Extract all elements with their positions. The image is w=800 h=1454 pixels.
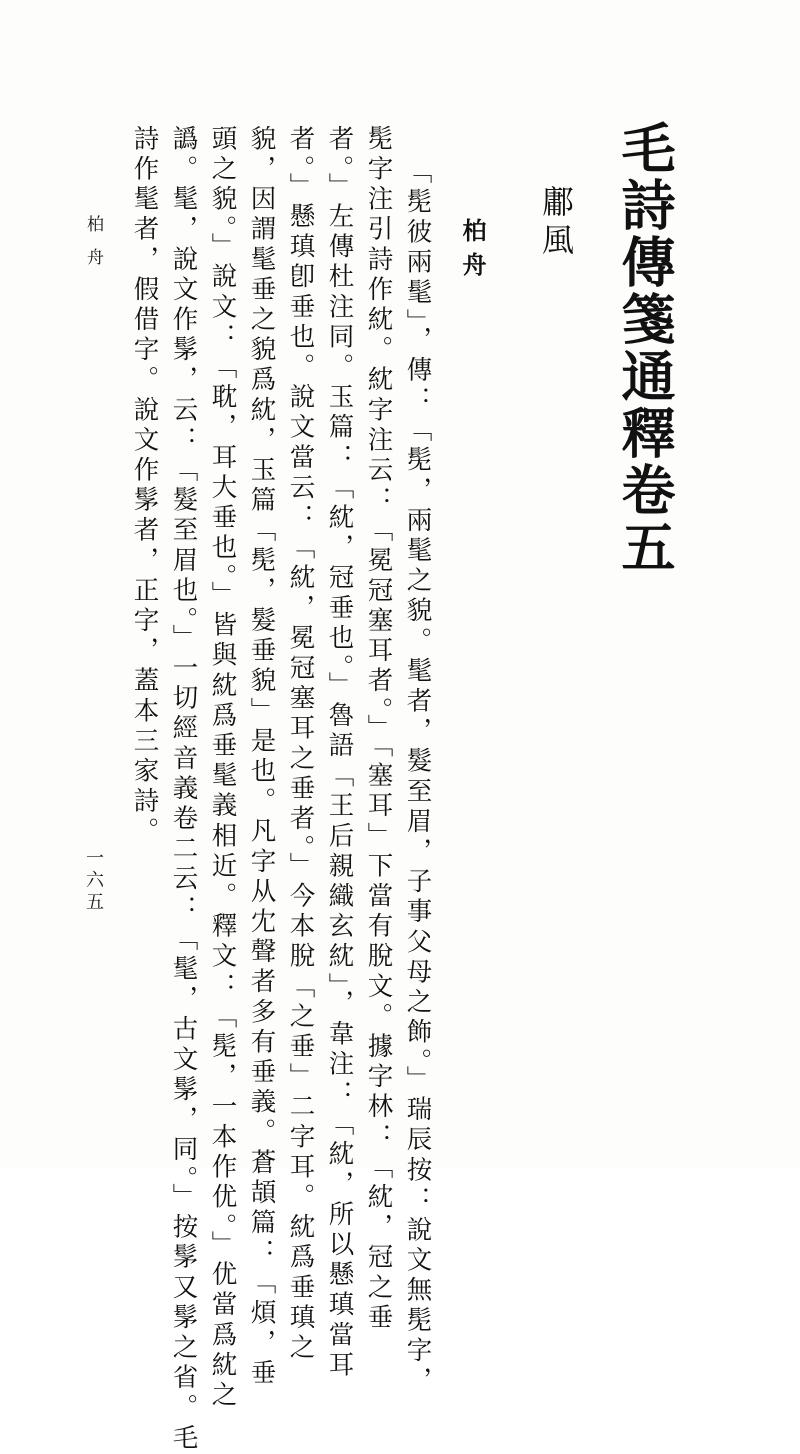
page-number: 一六五 — [83, 848, 104, 914]
text-column-8: 詩作髦者，假借字。說文作髳者，正字，蓋本三家詩。 — [129, 125, 160, 848]
text-column-6: 頭之貌。」說文：「耽，耳大垂也。」皆與紞爲垂髦義相近。釋文：「髧，一本作优。」优當爲紞之 — [207, 125, 238, 1412]
section-heading: 鄘風 — [537, 185, 575, 261]
volume-title: 毛詩傳箋通釋卷五 — [613, 120, 677, 576]
text-column-3: 者。」左傳杜注同。玉篇：「紞，冠垂也。」魯語「王后親織玄紞」，韋注：「紞，所以懸瑱當耳 — [324, 125, 355, 1382]
text-column-1: 「髧彼兩髦」，傳：「髧，兩髦之貌。髦者，髮至眉，子事父母之飾。」瑞辰按：說文無髧字， — [402, 158, 433, 1397]
text-column-7: 譌。髦，說文作髳，云：「髮至眉也。」一切經音義卷二云：「髦，古文髳，同。」按髳又髳之省。毛 — [168, 125, 199, 1454]
text-column-4: 者。」懸瑱卽垂也。說文當云：「紞，冕冠塞耳之垂者。」今本脫「之垂」二字耳。紞爲垂瑱之 — [285, 125, 316, 1364]
text-column-2: 髧字注引詩作紞。紞字注云：「冕冠塞耳者。」「塞耳」下當有脫文。據字林：「紞，冠之垂 — [363, 125, 394, 1334]
running-head: 柏舟 — [83, 215, 103, 281]
poem-heading: 柏舟 — [458, 218, 487, 286]
text-column-5: 貌，因謂髦垂之貌爲紞，玉篇「髧，髮垂貌」是也。凡字从冘聲者多有垂義。蒼頡篇：「煩，垂 — [246, 125, 277, 1390]
